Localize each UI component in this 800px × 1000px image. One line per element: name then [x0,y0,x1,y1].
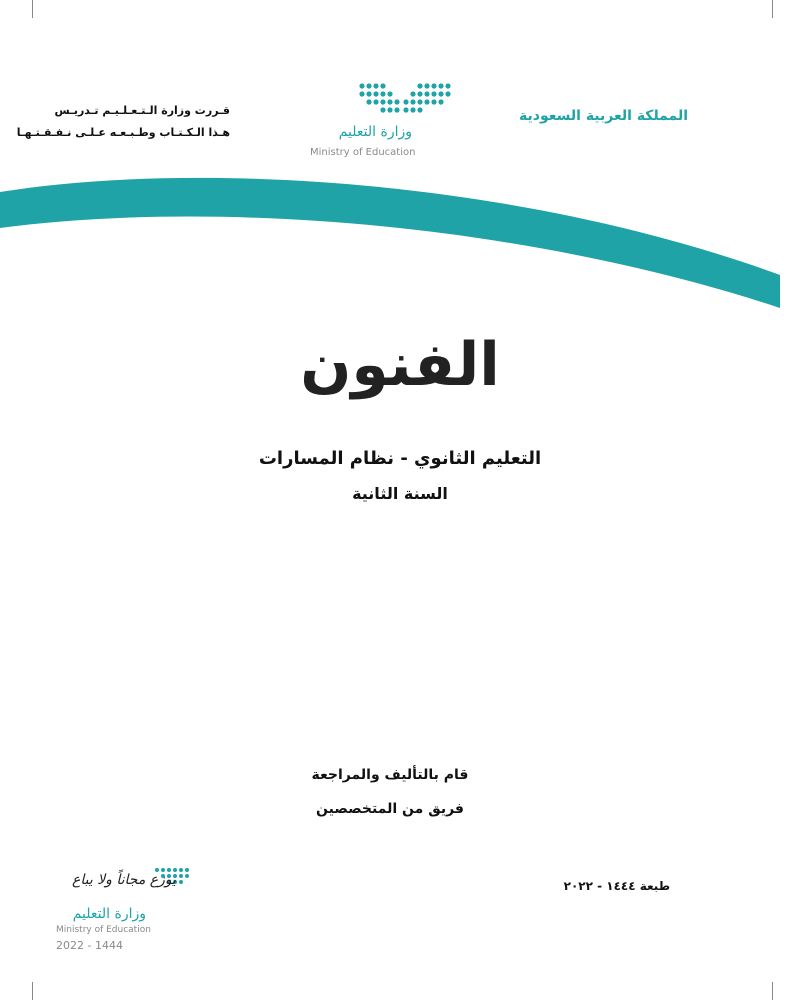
publication-year: 2022 - 1444 [56,939,123,952]
edition-label: طبعة ١٤٤٤ - ٢٠٢٢ [563,879,670,893]
book-subtitle: التعليم الثانوي - نظام المسارات [258,448,542,469]
kingdom-name: المملكة العربية السعودية [519,108,688,124]
ministry-dots-icon [358,80,458,116]
authors-line-2: فريق من المتخصصين [316,801,464,817]
ministry-name-en-bottom: Ministry of Education [56,925,151,935]
ministry-logo [290,80,460,165]
authors-line-1: قام بالتأليف والمراجعة [311,767,469,783]
book-title: الفنون [300,330,500,400]
crop-mark-bottom-right [772,982,773,1000]
free-distribution-note: يوزع مجاناً ولا يباع [72,872,177,888]
authors-block [0,758,780,826]
ministry-name-en: Ministry of Education [310,147,416,158]
approval-line-2: هـذا الـكـتـاب وطـبـعـه عـلـى نـفـقـتـهـا [16,126,230,139]
crop-mark-top-right [772,0,773,18]
book-grade: السنة الثانية [352,484,448,503]
crop-mark-top-left [32,0,33,18]
approval-statement [17,100,230,144]
ministry-logo-bottom [52,862,212,962]
ministry-name-ar: وزارة التعليم [338,124,412,140]
approval-line-1: قـررت وزارة الـتـعـلـيـم تـدريـس [54,104,230,117]
ministry-name-ar-bottom: وزارة التعليم [72,906,146,922]
crop-mark-bottom-left [32,982,33,1000]
decorative-swoosh [0,160,800,320]
